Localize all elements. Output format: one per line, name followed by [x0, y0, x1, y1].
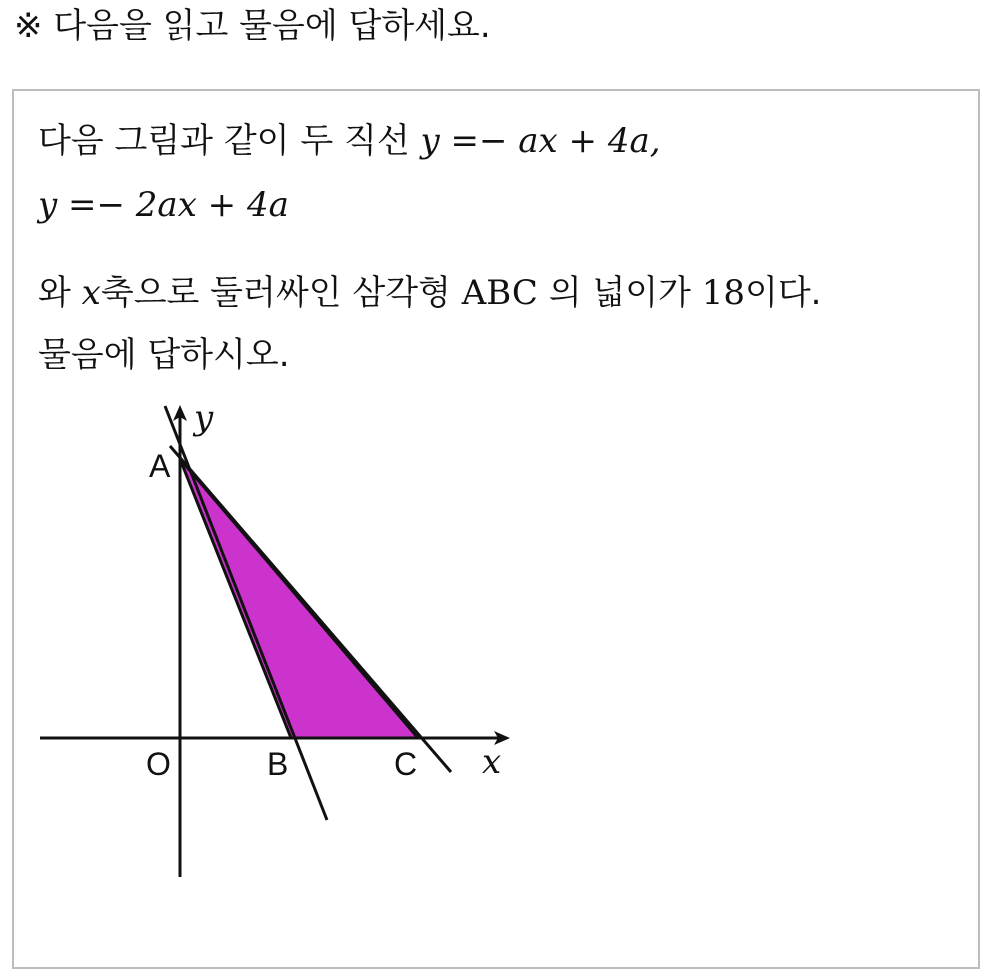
point-a-label: A [149, 448, 171, 484]
origin-label: O [146, 746, 171, 782]
problem-text-1: 다음 그림과 같이 두 직선 [38, 121, 421, 161]
equation-line-1: y =− ax + 4a, [420, 121, 661, 161]
triangle-name: ABC [461, 273, 538, 313]
y-axis-label: y [194, 398, 214, 438]
problem-box [12, 89, 980, 969]
triangle-figure [14, 91, 978, 967]
instruction-line [14, 4, 491, 48]
instruction-text: 다음을 읽고 물음에 답하세요. [53, 6, 491, 46]
point-c-label: C [394, 746, 418, 782]
x-axis-label: x [482, 742, 502, 782]
equation-line-2: y =− 2ax + 4a [38, 185, 289, 225]
point-b-label: B [267, 746, 289, 782]
problem-text-4: 물음에 답하시오. [38, 335, 290, 375]
problem-text-3a: 와 [38, 273, 82, 313]
problem-text-3c: 의 넓이가 [537, 273, 702, 313]
area-value: 18 [701, 273, 745, 313]
problem-text-3d: 이다. [744, 273, 822, 313]
x-variable: x [81, 273, 101, 313]
problem-text-3b: 축으로 둘러싸인 삼각형 [100, 273, 462, 313]
reference-mark: ※ [14, 6, 43, 46]
